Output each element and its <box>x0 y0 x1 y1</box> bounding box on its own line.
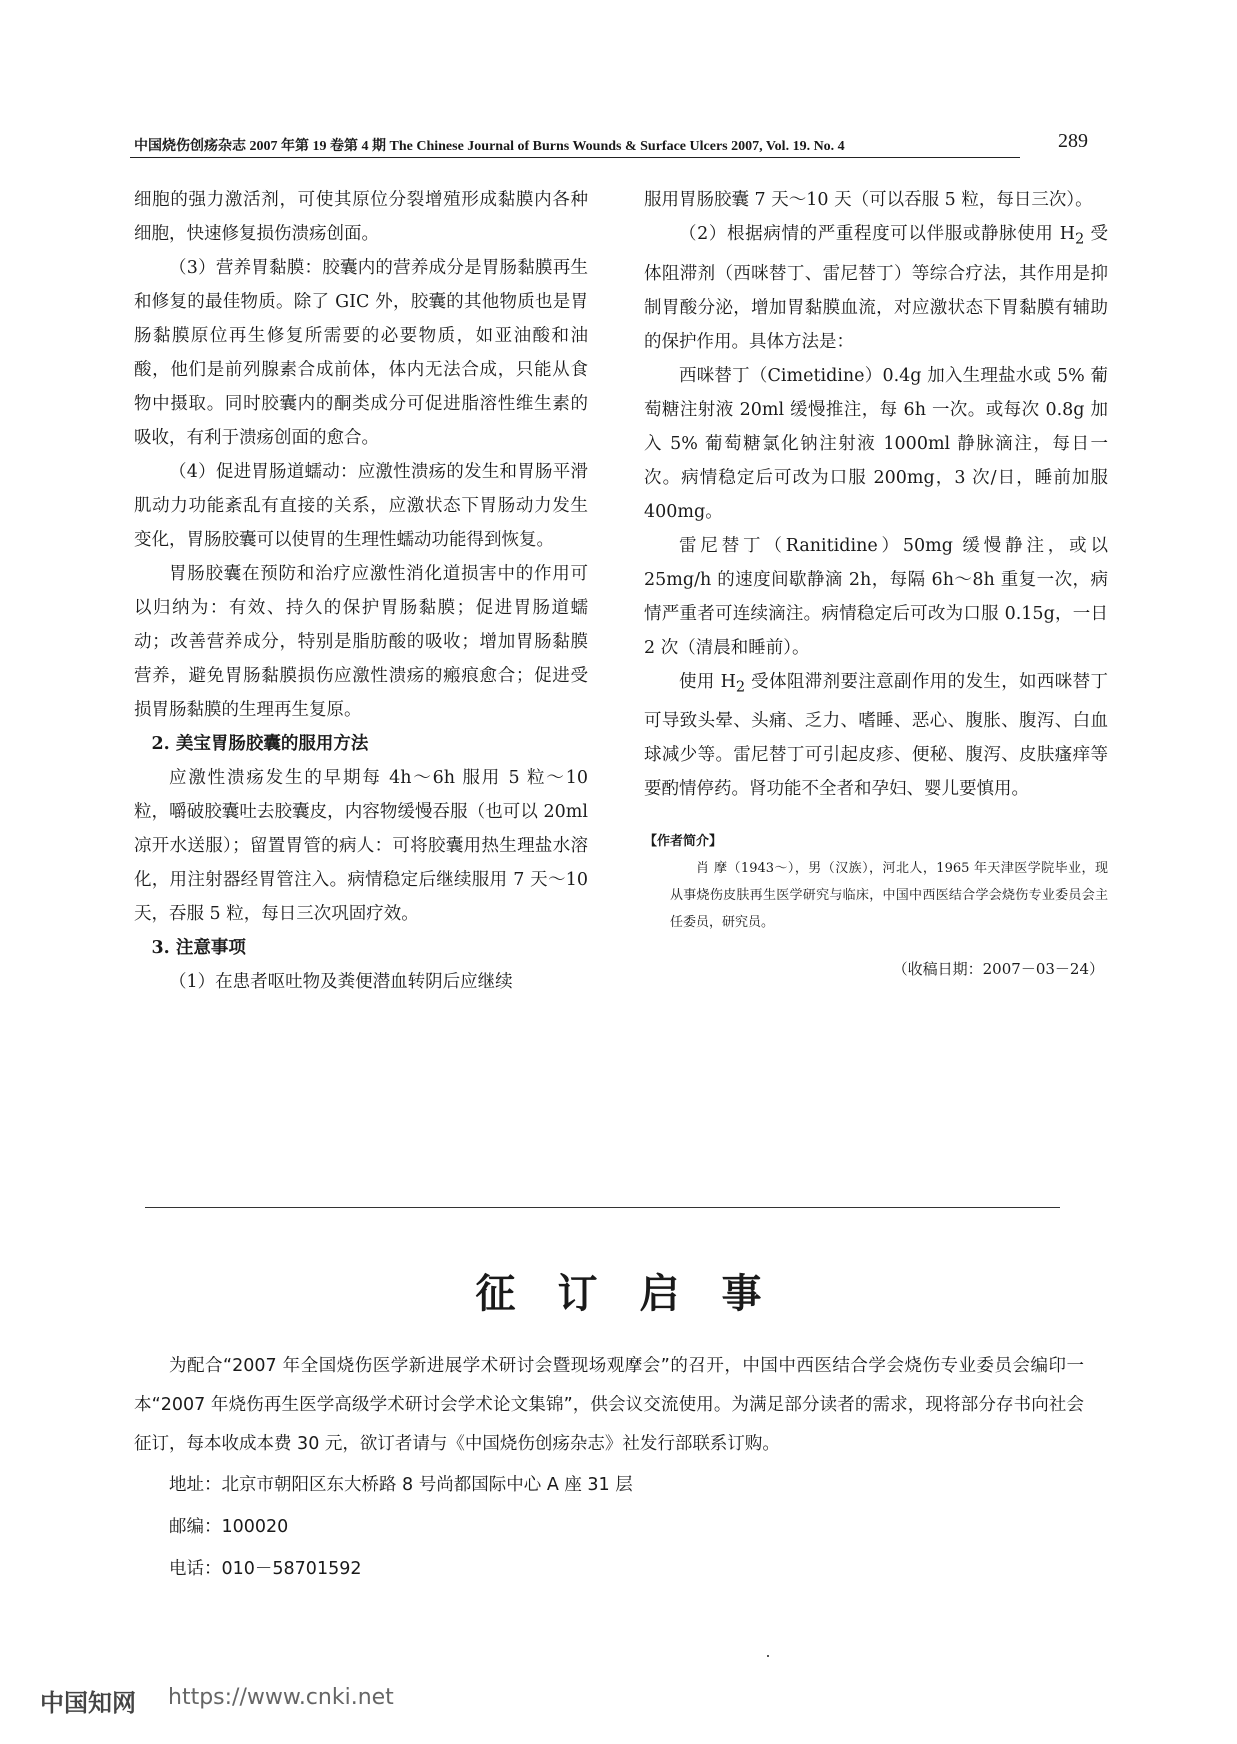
notice-postcode: 邮编：100020 <box>169 1517 289 1537</box>
paragraph: （4）促进胃肠道蠕动：应激性溃疡的发生和胃肠平滑肌动力功能紊乱有直接的关系，应激状态下胃肠动力发生变化，胃肠胶囊可以使胃的生理性蠕动功能得到恢复。 <box>134 462 588 550</box>
section-heading: 3. 注意事项 <box>151 938 246 958</box>
notice-title: 征订启事 <box>475 1270 804 1317</box>
paragraph: （3）营养胃黏膜：胶囊内的营养成分是胃肠黏膜再生和修复的最佳物质。除了 GIC 外，胶囊的其他物质也是胃肠黏膜原位再生修复所需要的必要物质，如亚油酸和油酸，他们是前列腺素合成前体，体内无法合成，只能从食物中摄取。同时胶囊内的酮类成分可促进脂溶性维生素的吸收，有利于溃疡创面的愈合。 <box>134 258 588 448</box>
notice-paragraph: 为配合“2007 年全国烧伤医学新进展学术研讨会暨现场观摩会”的召开，中国中西医结合学会烧伤专业委员会编印一本“2007 年烧伤再生医学高级学术研讨会学术论文集锦”，供会议交流使用。为满足部分读者的需求，现将部分存书向社会征订，每本收成本费 30 元，欲订者请与《中国烧伤创疡杂志》社发行部联系订购。 <box>134 1356 1084 1454</box>
notice-address: 地址：北京市朝阳区东大桥路 8 号尚都国际中心 A 座 31 层 <box>169 1475 633 1495</box>
author-label: 【作者简介】 <box>644 834 723 849</box>
section-heading: 2. 美宝胃肠胶囊的服用方法 <box>151 734 369 754</box>
running-head: 中国烧伤创疡杂志 2007 年第 19 卷第 4 期 The Chinese Journal of Burns Wounds & Surface Ulcers 2007, Vol. 19. No. 4 <box>134 139 845 154</box>
paragraph: 使用 $H_2$ 受体阻滞剂要注意副作用的发生，如西咪替丁可导致头晕、头痛、乏力、嗜睡、恶心、腹胀、腹泻、白血球减少等。雷尼替丁可引起皮疹、便秘、腹泻、皮肤瘙痒等要酌情停药。肾功能不全者和孕妇、婴儿要慎用。 <box>644 671 1109 799</box>
paragraph: 服用胃肠胶囊 7 天～10 天（可以吞服 5 粒，每日三次）。 <box>644 190 1093 210</box>
notice-phone: 电话：010－58701592 <box>169 1559 362 1579</box>
paragraph: 应激性溃疡发生的早期每 4h～6h 服用 5 粒～10 粒，嚼破胶囊吐去胶囊皮，内容物缓慢吞服（也可以 20ml 凉开水送服）；留置胃管的病人：可将胶囊用热生理盐水溶化，用注射器经胃管注入。病情稳定后继续服用 7 天～10 天，吞服 5 粒，每日三次巩固疗效。 <box>134 768 588 924</box>
cnki-logo: 中国知网 <box>40 1689 136 1717</box>
scan-speck <box>767 1655 769 1657</box>
cnki-url[interactable]: https://www.cnki.net <box>168 1685 394 1710</box>
header-rule <box>130 157 1020 158</box>
left-column <box>134 183 588 999</box>
author-info <box>644 828 1108 936</box>
paragraph: 雷尼替丁（Ranitidine）50mg 缓慢静注，或以 25mg/h 的速度间歇静滴 2h，每隔 6h～8h 重复一次，病情严重者可连续滴注。病情稳定后可改为口服 0.15g，一日 2 次（清晨和睡前）。 <box>644 535 1108 658</box>
paragraph: （2）根据病情的严重程度可以伴服或静脉使用 $H_2$ 受体阻滞剂（西咪替丁、雷尼替丁）等综合疗法，其作用是抑制胃酸分泌，增加胃黏膜血流，对应激状态下胃黏膜有辅助的保护作用。具体方法是： <box>644 224 1108 352</box>
notice-body <box>134 1347 1084 1590</box>
paragraph: 细胞的强力激活剂，可使其原位分裂增殖形成黏膜内各种细胞，快速修复损伤溃疡创面。 <box>134 190 588 244</box>
paragraph: （1）在患者呕吐物及粪便潜血转阴后应继续 <box>169 972 513 992</box>
paragraph: 西咪替丁（Cimetidine）0.4g 加入生理盐水或 5% 葡萄糖注射液 20ml 缓慢推注，每 6h 一次。或每次 0.8g 加入 5% 葡萄糖氯化钠注射液 1000ml 静脉滴注，每日一次。病情稳定后可改为口服 200mg，3 次/日，睡前加服 400mg。 <box>644 365 1108 522</box>
received-date: （收稿日期：2007－03－24） <box>892 960 1104 978</box>
right-column <box>644 183 1108 984</box>
paragraph: 胃肠胶囊在预防和治疗应激性消化道损害中的作用可以归纳为：有效、持久的保护胃肠黏膜；促进胃肠道蠕动；改善营养成分，特别是脂肪酸的吸收；增加胃肠黏膜营养，避免胃肠黏膜损伤应激性溃疡的瘢痕愈合；促进受损胃肠黏膜的生理再生复原。 <box>134 564 588 720</box>
author-text: 肖 摩（1943～），男（汉族），河北人，1965 年天津医学院毕业，现从事烧伤皮肤再生医学研究与临床，中国中西医结合学会烧伤专业委员会主任委员，研究员。 <box>670 861 1108 930</box>
page-number: 289 <box>1058 130 1088 152</box>
section-divider <box>145 1207 1060 1208</box>
